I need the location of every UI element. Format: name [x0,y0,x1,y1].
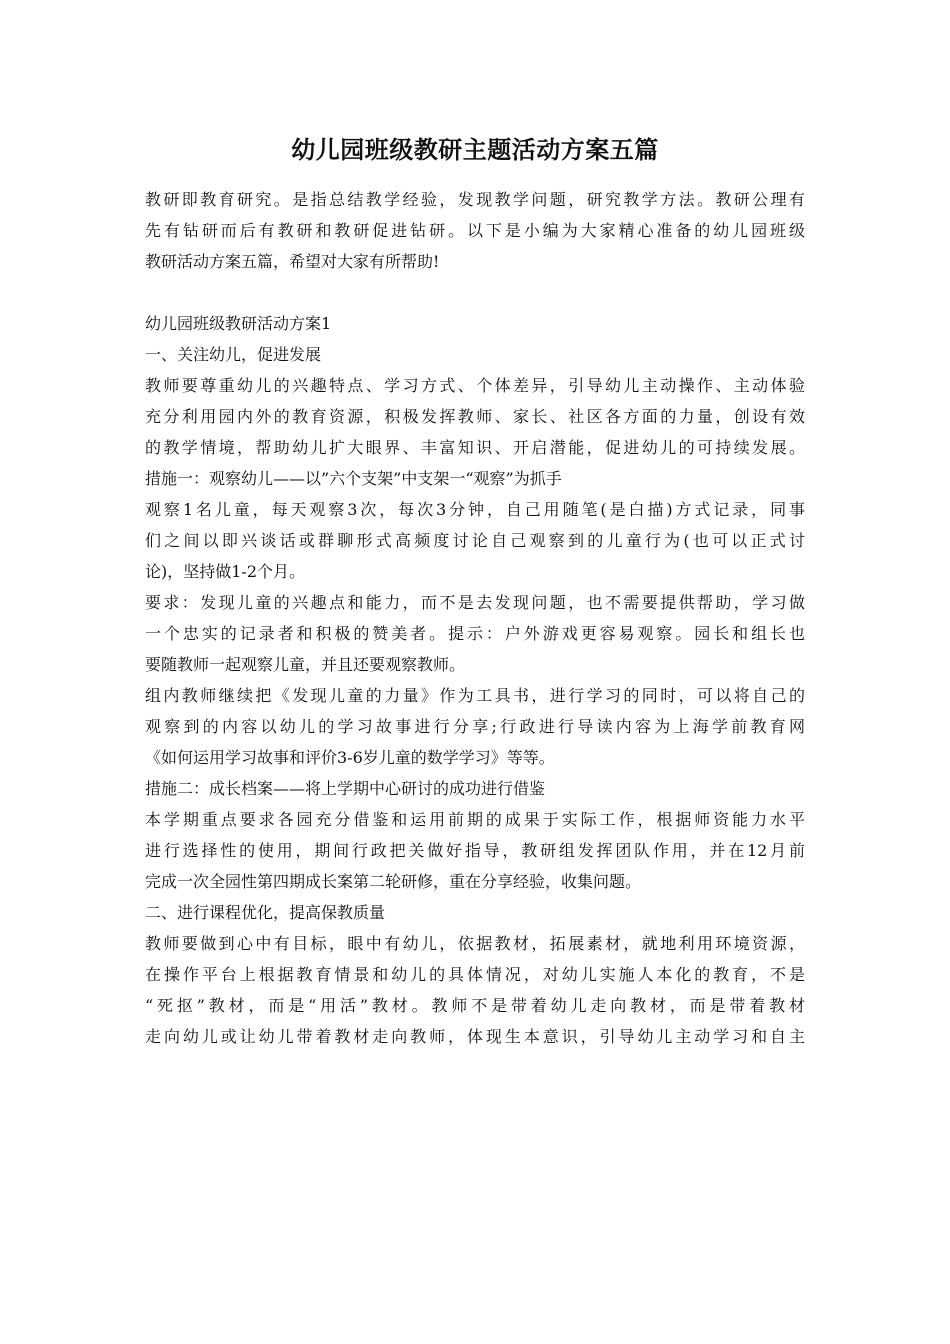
document-title: 幼儿园班级教研主题活动方案五篇 [291,135,659,164]
intro-line: 教研活动方案五篇，希望对大家有所帮助! [145,252,440,271]
paragraph-line: 要求：发现儿童的兴趣点和能力，而不是去发现问题，也不需要提供帮助，学习做 [145,593,805,612]
paragraph-line: 教师要尊重幼儿的兴趣特点、学习方式、个体差异，引导幼儿主动操作、主动体验 [145,376,805,395]
part-heading: 一、关注幼儿，促进发展 [145,345,322,364]
paragraph-line: 本学期重点要求各园充分借鉴和运用前期的成果于实际工作，根据师资能力水平 [145,810,805,829]
paragraph-line: 一个忠实的记录者和积极的赞美者。提示：户外游戏更容易观察。园长和组长也 [145,624,805,643]
paragraph-line: 走向幼儿或让幼儿带着教材走向教师，体现生本意识，引导幼儿主动学习和自主 [145,1027,805,1046]
section-heading: 幼儿园班级教研活动方案1 [145,314,332,333]
measure-heading: 措施一：观察幼儿——以”六个支架”中支架一“观察”为抓手 [145,469,562,488]
paragraph-line: 观察1名儿童，每天观察3次，每次3分钟，自己用随笔(是白描)方式记录，同事 [145,500,805,519]
paragraph-line: 的教学情境，帮助幼儿扩大眼界、丰富知识、开启潜能，促进幼儿的可持续发展。 [145,438,805,457]
paragraph-line: 充分利用园内外的教育资源，积极发挥教师、家长、社区各方面的力量，创设有效 [145,407,805,426]
paragraph-gap [145,277,805,308]
paragraph-line: 组内教师继续把《发现儿童的力量》作为工具书，进行学习的同时，可以将自己的 [145,686,805,705]
paragraph-line: “死抠”教材，而是“用活”教材。教师不是带着幼儿走向教材，而是带着教材 [145,996,805,1015]
paragraph-line: 教师要做到心中有目标，眼中有幼儿，依据教材，拓展素材，就地利用环境资源， [145,934,805,953]
paragraph-line: 完成一次全园性第四期成长案第二轮研修，重在分享经验，收集问题。 [145,872,642,891]
paragraph-line: 论)，坚持做1-2个月。 [145,562,306,581]
paragraph-line: 在操作平台上根据教育情景和幼儿的具体情况，对幼儿实施人本化的教育，不是 [145,965,805,984]
document-body [145,184,805,1052]
paragraph-line: 《如何运用学习故事和评价3-6岁儿童的数学学习》等等。 [145,748,555,767]
paragraph-line: 们之间以即兴谈话或群聊形式高频度讨论自己观察到的儿童行为(也可以正式讨 [145,531,805,550]
intro-line: 先有钻研而后有教研和教研促进钻研。以下是小编为大家精心准备的幼儿园班级 [145,221,805,240]
measure-heading: 措施二：成长档案——将上学期中心研讨的成功进行借鉴 [145,779,546,798]
intro-line: 教研即教育研究。是指总结教学经验，发现教学问题，研究教学方法。教研公理有 [145,190,805,209]
paragraph-line: 观察到的内容以幼儿的学习故事进行分享;行政进行导读内容为上海学前教育网 [145,717,805,736]
paragraph-line: 进行选择性的使用，期间行政把关做好指导，教研组发挥团队作用，并在12月前 [145,841,805,860]
part-heading: 二、进行课程优化，提高保教质量 [145,903,386,922]
paragraph-line: 要随教师一起观察儿童，并且还要观察教师。 [145,655,466,674]
